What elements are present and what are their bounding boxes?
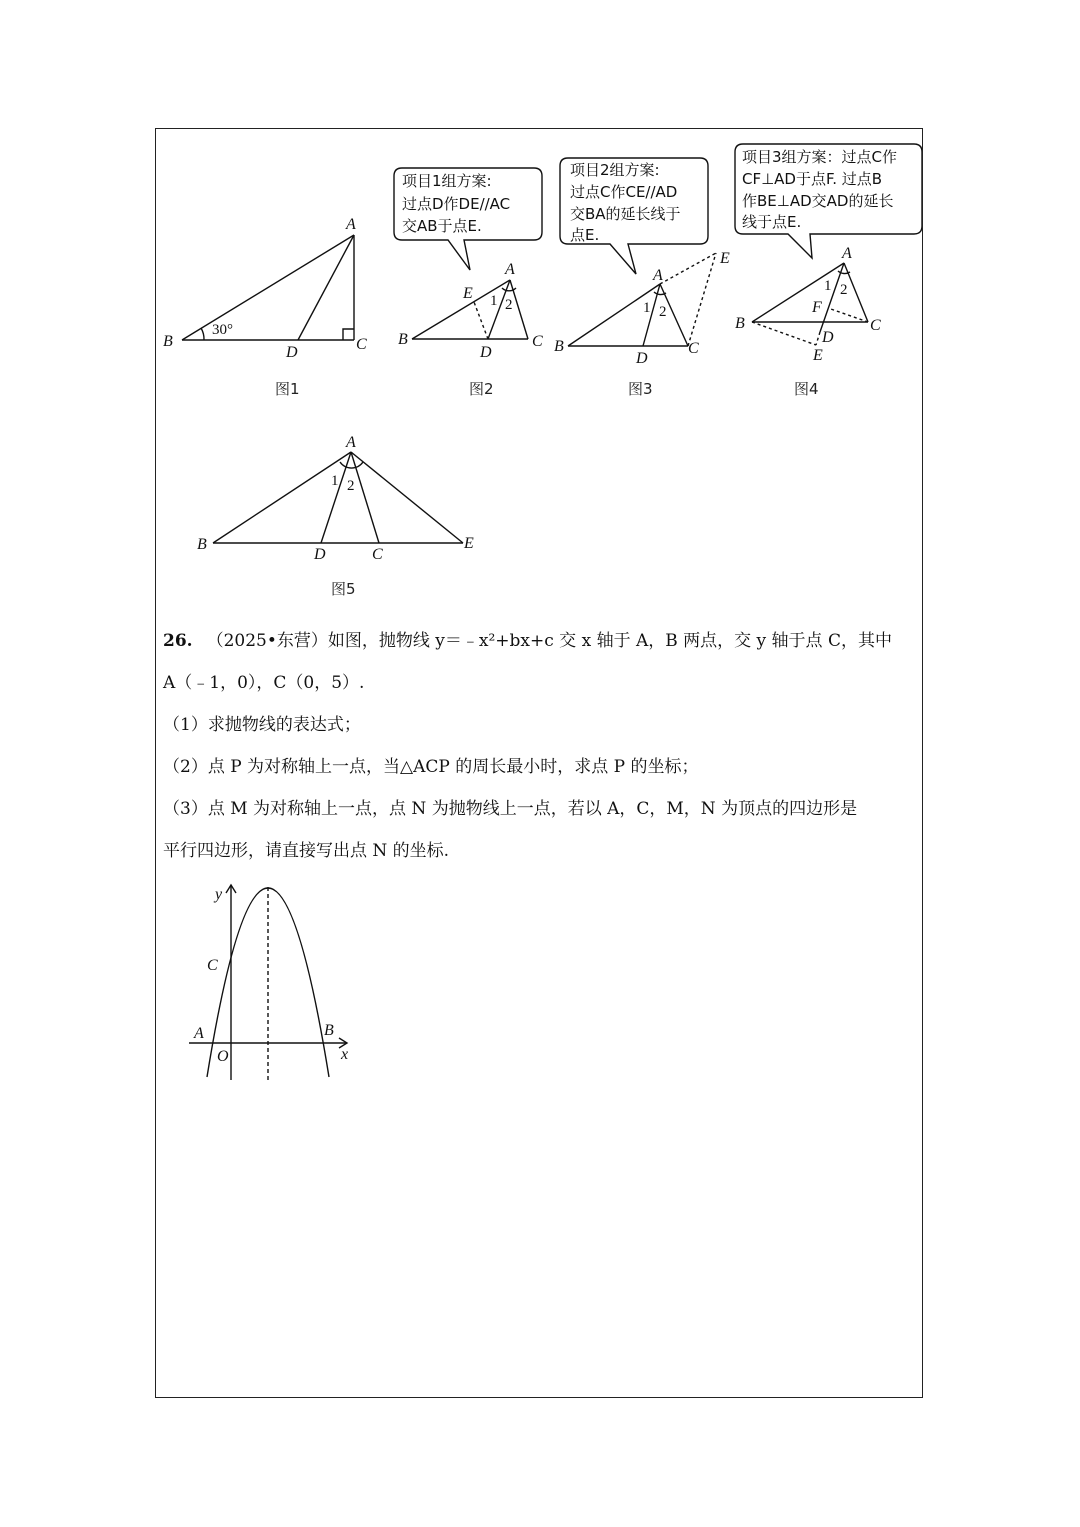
fig4-point-b: B (735, 315, 745, 332)
fig1-point-a: A (346, 216, 356, 233)
fig4-point-c: C (870, 317, 881, 334)
figure-panel (158, 140, 922, 610)
question-part3-line2: 平行四边形，请直接写出点 N 的坐标. (163, 841, 450, 861)
fig3-angle-1: 1 (643, 300, 651, 316)
fig4-point-f: F (812, 299, 822, 316)
fig2-point-b: B (398, 331, 408, 348)
fig5-point-b: B (197, 536, 207, 553)
fig3-point-d: D (636, 350, 648, 367)
point-a-label: A (194, 1025, 204, 1042)
fig5-caption: 图5 (331, 580, 356, 598)
question-number: 26. (163, 631, 193, 651)
fig5-point-c: C (372, 546, 383, 563)
fig1-angle-label: 30° (212, 322, 233, 338)
question-stem-line2: A（﹣1，0），C（0，5）. (163, 673, 365, 693)
fig3-point-b: B (554, 338, 564, 355)
fig3-point-e: E (720, 250, 730, 267)
y-axis-label: y (215, 886, 223, 903)
fig4-point-d: D (822, 329, 834, 346)
parabola-svg (185, 875, 365, 1085)
fig5-point-a: A (346, 434, 356, 451)
fig4-point-e: E (813, 347, 823, 364)
fig1-point-b: B (163, 333, 173, 350)
fig3-caption: 图3 (628, 380, 653, 398)
fig3-angle-2: 2 (659, 304, 667, 320)
fig3-point-c: C (688, 340, 699, 357)
fig2-point-a: A (505, 261, 515, 278)
fig5-angle-1: 1 (331, 473, 339, 489)
fig4-caption: 图4 (794, 380, 819, 398)
fig4-bubble-text: 项目3组方案：过点C作 CF⊥AD于点F. 过点B 作BE⊥AD交AD的延长 线于点E. (742, 148, 898, 231)
fig2-caption: 图2 (469, 380, 494, 398)
fig4-angle-2: 2 (840, 282, 848, 298)
question-stem: 如图，抛物线 y＝﹣x²+bx+c 交 x 轴于 A，B 两点，交 y 轴于点 C，其中 (327, 631, 892, 651)
fig1-point-c: C (356, 336, 367, 353)
fig5-angle-2: 2 (347, 478, 355, 494)
fig5-point-e: E (464, 535, 474, 552)
fig2-bubble-text: 项目1组方案: 过点D作DE//AC 交AB于点E. (402, 172, 511, 235)
fig2-angle-1: 1 (490, 293, 498, 309)
fig2-point-e: E (463, 285, 473, 302)
question-part3-line1: （3）点 M 为对称轴上一点，点 N 为抛物线上一点，若以 A，C，M，N 为顶点的四边形是 (163, 799, 858, 819)
question-26 (163, 620, 919, 872)
geometry-figures (158, 140, 922, 610)
fig2-point-d: D (480, 344, 492, 361)
fig5-point-d: D (314, 546, 326, 563)
x-axis-label: x (341, 1046, 349, 1063)
question-part2: （2）点 P 为对称轴上一点，当△ACP 的周长最小时，求点 P 的坐标； (163, 757, 699, 777)
question-part1: （1）求抛物线的表达式； (163, 715, 361, 735)
point-c-label: C (207, 957, 218, 974)
fig1-point-d: D (286, 344, 298, 361)
point-b-label: B (324, 1022, 334, 1039)
fig4-point-a: A (842, 245, 852, 262)
fig2-point-c: C (532, 333, 543, 350)
fig3-bubble-text: 项目2组方案: 过点C作CE//AD 交BA的延长线于 点E. (570, 161, 681, 244)
fig1-caption: 图1 (275, 380, 300, 398)
question-stem-line1 (163, 620, 919, 662)
fig2-angle-2: 2 (505, 297, 513, 313)
question-source: （2025•东营） (206, 631, 328, 651)
fig3-point-a: A (653, 267, 663, 284)
origin-label: O (217, 1048, 229, 1065)
fig4-angle-1: 1 (824, 278, 832, 294)
parabola-graph (185, 875, 365, 1085)
